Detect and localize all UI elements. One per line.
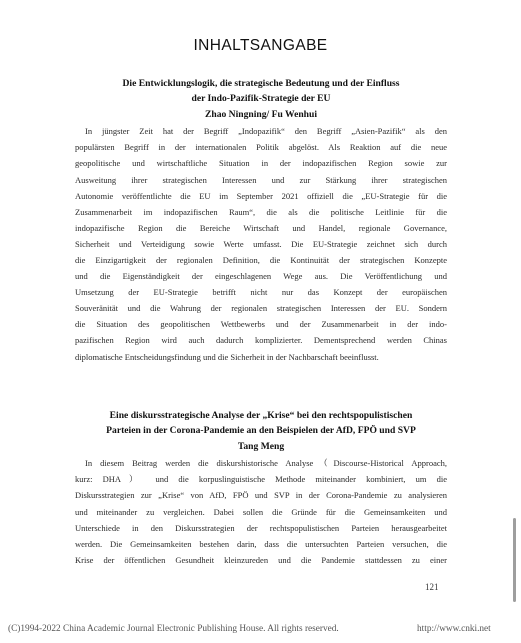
- abstract-line: Autonomie veröffentlichte die EU im September 2021 offiziell die „EU-Strategie für die: [75, 190, 447, 201]
- article-1-abstract: [75, 123, 447, 364]
- abstract-line: Diskursstrategien zur „Krise“ von AfD, FPÖ und SVP in der Corona-Pandemie zu analysieren: [75, 490, 447, 501]
- copyright-notice: (C)1994-2022 China Academic Journal Electronic Publishing House. All rights reserved.: [8, 624, 339, 634]
- footer: [8, 624, 491, 634]
- footer-link[interactable]: http://www.cnki.net: [417, 624, 491, 634]
- abstract-line: kurz: DHA） und die korpuslinguistische Methode miteinander kombiniert, um die: [75, 474, 447, 485]
- abstract-line: Krise der öffentlichen Gesundheit kleinzureden und die Pandemie stattdessen zu einer: [75, 554, 447, 565]
- abstract-line: die Situation des geopolitischen Wettbewerbs und der Zusammenarbeit in der indo-: [75, 319, 447, 330]
- scrollbar-thumb[interactable]: [513, 518, 516, 602]
- abstract-line: Souveränität und die Wahrung der regionalen strategischen Interessen der EU. Sondern: [75, 303, 447, 314]
- abstract-line: geopolitische und wirtschaftliche Situation in der indopazifischen Region sowie zur: [75, 158, 447, 169]
- abstract-line: die Einzigartigkeit der regionalen Definition, die Kontinuität der strategischen Konzepte: [75, 254, 447, 265]
- article-1-title: [75, 76, 447, 122]
- abstract-line: populärsten Begriff in der internationalen Politik abgelöst. Als Reaktion auf die neue: [75, 142, 447, 153]
- article-2-abstract: [75, 455, 447, 568]
- article-2-title-line: Parteien in der Corona-Pandemie an den Beispielen der AfD, FPÖ und SVP: [106, 425, 416, 437]
- abstract-line: indopazifische Region die Bereiche Wirtschaft und Handel, regionale Governance,: [75, 222, 447, 233]
- abstract-line: und miteinander zu vergleichen. Dabei sollen die Gründe für die Gemeinsamkeiten und: [75, 506, 447, 517]
- abstract-line: Zusammenarbeit im indopazifischen Raum“, die als die politische Leitlinie für die: [75, 206, 447, 217]
- article-2-title-line: Eine diskursstrategische Analyse der „Krise“ bei den rechtspopulistischen: [109, 410, 413, 421]
- article-1-title-line: Die Entwicklungslogik, die strategische Bedeutung und der Einfluss: [122, 78, 400, 89]
- abstract-line: diplomatische Entscheidungsfindung und die Sicherheit in der Nachbarschaft beeinflusst.: [75, 351, 379, 362]
- article-1-title-line: der Indo-Pazifik-Strategie der EU: [191, 93, 331, 105]
- page-heading: INHALTSANGABE: [193, 37, 328, 54]
- article-2-authors: Tang Meng: [237, 440, 285, 452]
- page-number: 121: [425, 582, 439, 592]
- abstract-line: Ausweitung ihrer strategischen Interessen und zur Stärkung ihrer strategischen: [75, 174, 447, 185]
- abstract-line: pazifischen Region wird auch dadurch komplizierter. Dementsprechend werden Chinas: [75, 335, 447, 346]
- article-2-title: [75, 408, 447, 454]
- article-1-authors: Zhao Ningning/ Fu Wenhui: [204, 108, 318, 120]
- abstract-line: Umsetzung der EU-Strategie betrifft nicht nur das Konzept der europäischen: [75, 287, 447, 298]
- abstract-line: In diesem Beitrag werden die diskurshistorische Analyse（Discourse-Historical Approach,: [85, 458, 447, 469]
- abstract-line: Sicherheit und Verteidigung sowie Werte umfasst. Die EU-Strategie zeichnet sich durch: [75, 238, 447, 249]
- abstract-line: und die Eigenständigkeit der eingeschlagenen Wege aus. Die Veröffentlichung und: [75, 271, 447, 282]
- abstract-line: werden. Die Gemeinsamkeiten bestehen darin, dass die untersuchten Parteien versuchen, die: [75, 538, 447, 549]
- abstract-line: In jüngster Zeit hat der Begriff „Indopazifik“ den Begriff „Asien-Pazifik“ als den: [85, 126, 447, 137]
- article-2: [75, 408, 447, 568]
- article-1: [75, 76, 447, 365]
- abstract-line: Unterschiede in den Diskursstrategien der rechtspopulistischen Parteien herausgearbeitet: [75, 522, 447, 533]
